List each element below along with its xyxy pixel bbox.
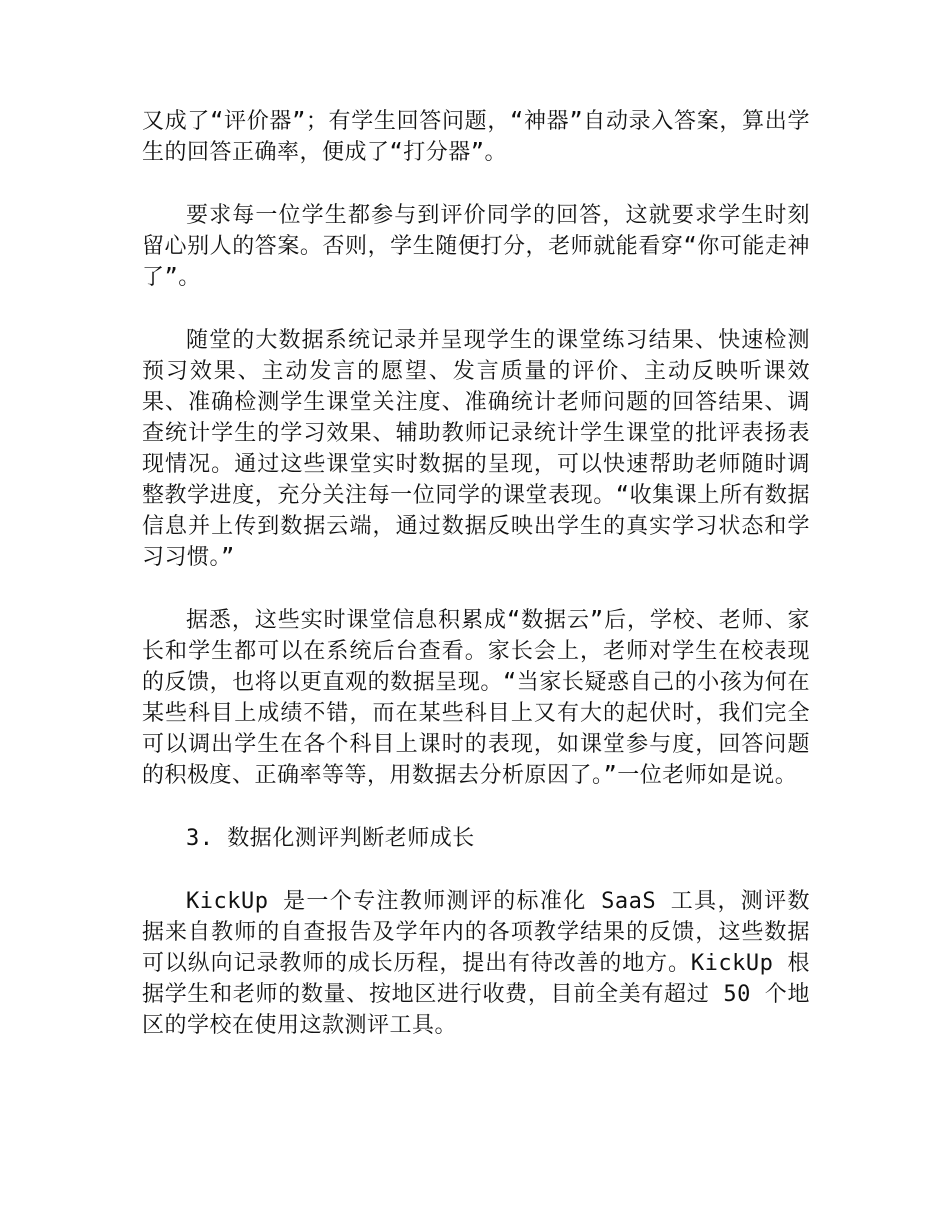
paragraph-continuation: 又成了“评价器”；有学生回答问题，“神器”自动录入答案，算出学生的回答正确率，便成了“打分器”。	[142, 109, 810, 165]
paragraph-kickup: KickUp 是一个专注教师测评的标准化 SaaS 工具，测评数据来自教师的自查报告及学年内的各项教学结果的反馈，这些数据可以纵向记录教师的成长历程，提出有待改善的地方。KickUp 根据学生和老师的数量、按地区进行收费，目前全美有超过 50 个地区的学校在使用这款测评工具。	[142, 889, 810, 1038]
document-page	[142, 106, 810, 1073]
section-heading: 3. 数据化测评判断老师成长	[186, 826, 475, 851]
paragraph-data-cloud: 据悉，这些实时课堂信息积累成“数据云”后，学校、老师、家长和学生都可以在系统后台查看。家长会上，老师对学生在校表现的反馈，也将以更直观的数据呈现。“当家长疑惑自己的小孩为何在某些科目上成绩不错，而在某些科目上又有大的起伏时，我们完全可以调出学生在各个科目上课时的表现，如课堂参与度，回答问题的积极度、正确率等等，用数据去分析原因了。”一位老师如是说。	[142, 608, 810, 788]
paragraph-big-data-system: 随堂的大数据系统记录并呈现学生的课堂练习结果、快速检测预习效果、主动发言的愿望、发言质量的评价、主动反映听课效果、准确检测学生课堂关注度、准确统计老师问题的回答结果、调查统计学生的学习效果、辅助教师记录统计学生课堂的批评表扬表现情况。通过这些课堂实时数据的呈现，可以快速帮助老师随时调整教学进度，充分关注每一位同学的课堂表现。“收集课上所有数据信息并上传到数据云端，通过数据反映出学生的真实学习状态和学习习惯。”	[142, 328, 810, 570]
paragraph-peer-evaluation: 要求每一位学生都参与到评价同学的回答，这就要求学生时刻留心别人的答案。否则，学生随便打分，老师就能看穿“你可能走神了”。	[142, 203, 810, 290]
